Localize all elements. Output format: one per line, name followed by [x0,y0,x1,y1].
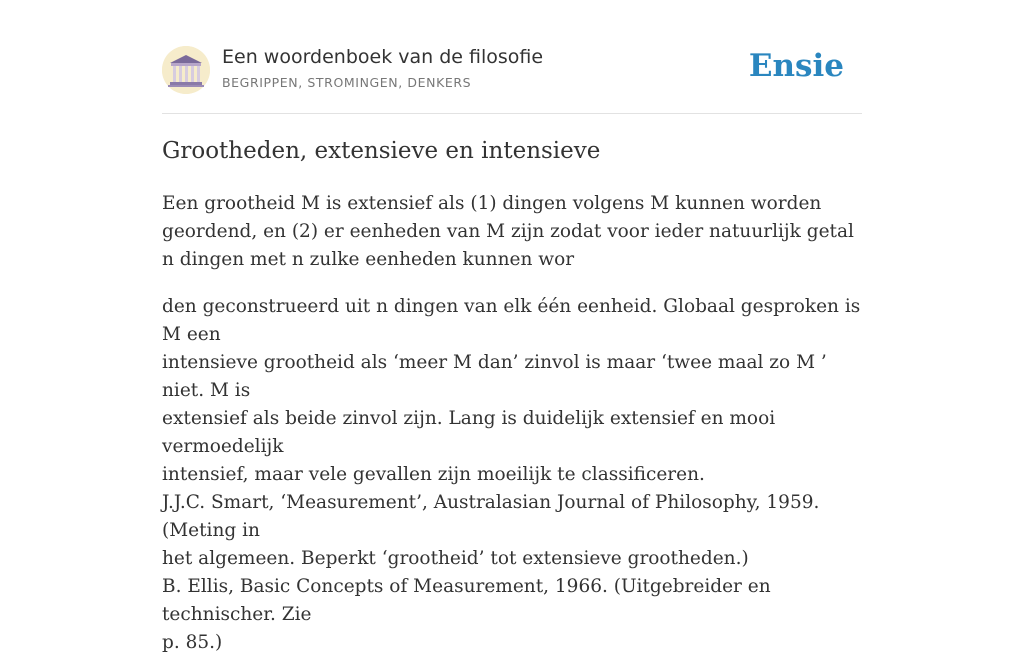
reference-line: J.J.C. Smart, ‘Measurement’, Australasian Journal of Philosophy, 1959. (Meting in [162,492,820,541]
reference-line: p. 85.) [162,632,223,653]
article-title: Grootheden, extensieve en intensieve [162,138,601,164]
header-divider [162,113,862,114]
site-subtitle: BEGRIPPEN, STROMINGEN, DENKERS [222,75,472,90]
site-header [162,44,862,114]
reference-line: B. Ellis, Basic Concepts of Measurement, 1966. (Uitgebreider en technischer. Zie [162,576,771,625]
article-paragraph-1: Een grootheid M is extensief als (1) dingen volgens M kunnen worden geordend, en (2) er eenheden van M zijn zodat voor ieder natuurlijk getal n dingen met n zulke eenheden kunnen wor [162,193,854,270]
temple-icon[interactable] [162,46,210,94]
brand-logo-link[interactable]: Ensie [748,48,844,84]
paragraph-line: extensief als beide zinvol zijn. Lang is duidelijk extensief en mooi vermoedelijk [162,408,776,457]
paragraph-line: intensieve grootheid als ‘meer M dan’ zinvol is maar ‘twee maal zo M ’ niet. M is [162,352,827,401]
paragraph-line: intensief, maar vele gevallen zijn moeilijk te classificeren. [162,464,705,485]
article-paragraph-2 [162,293,862,657]
reference-line: het algemeen. Beperkt ‘grootheid’ tot extensieve grootheden.) [162,548,749,569]
paragraph-line: den geconstrueerd uit n dingen van elk één eenheid. Globaal gesproken is M een [162,296,861,345]
site-title[interactable]: Een woordenboek van de filosofie [222,46,544,68]
